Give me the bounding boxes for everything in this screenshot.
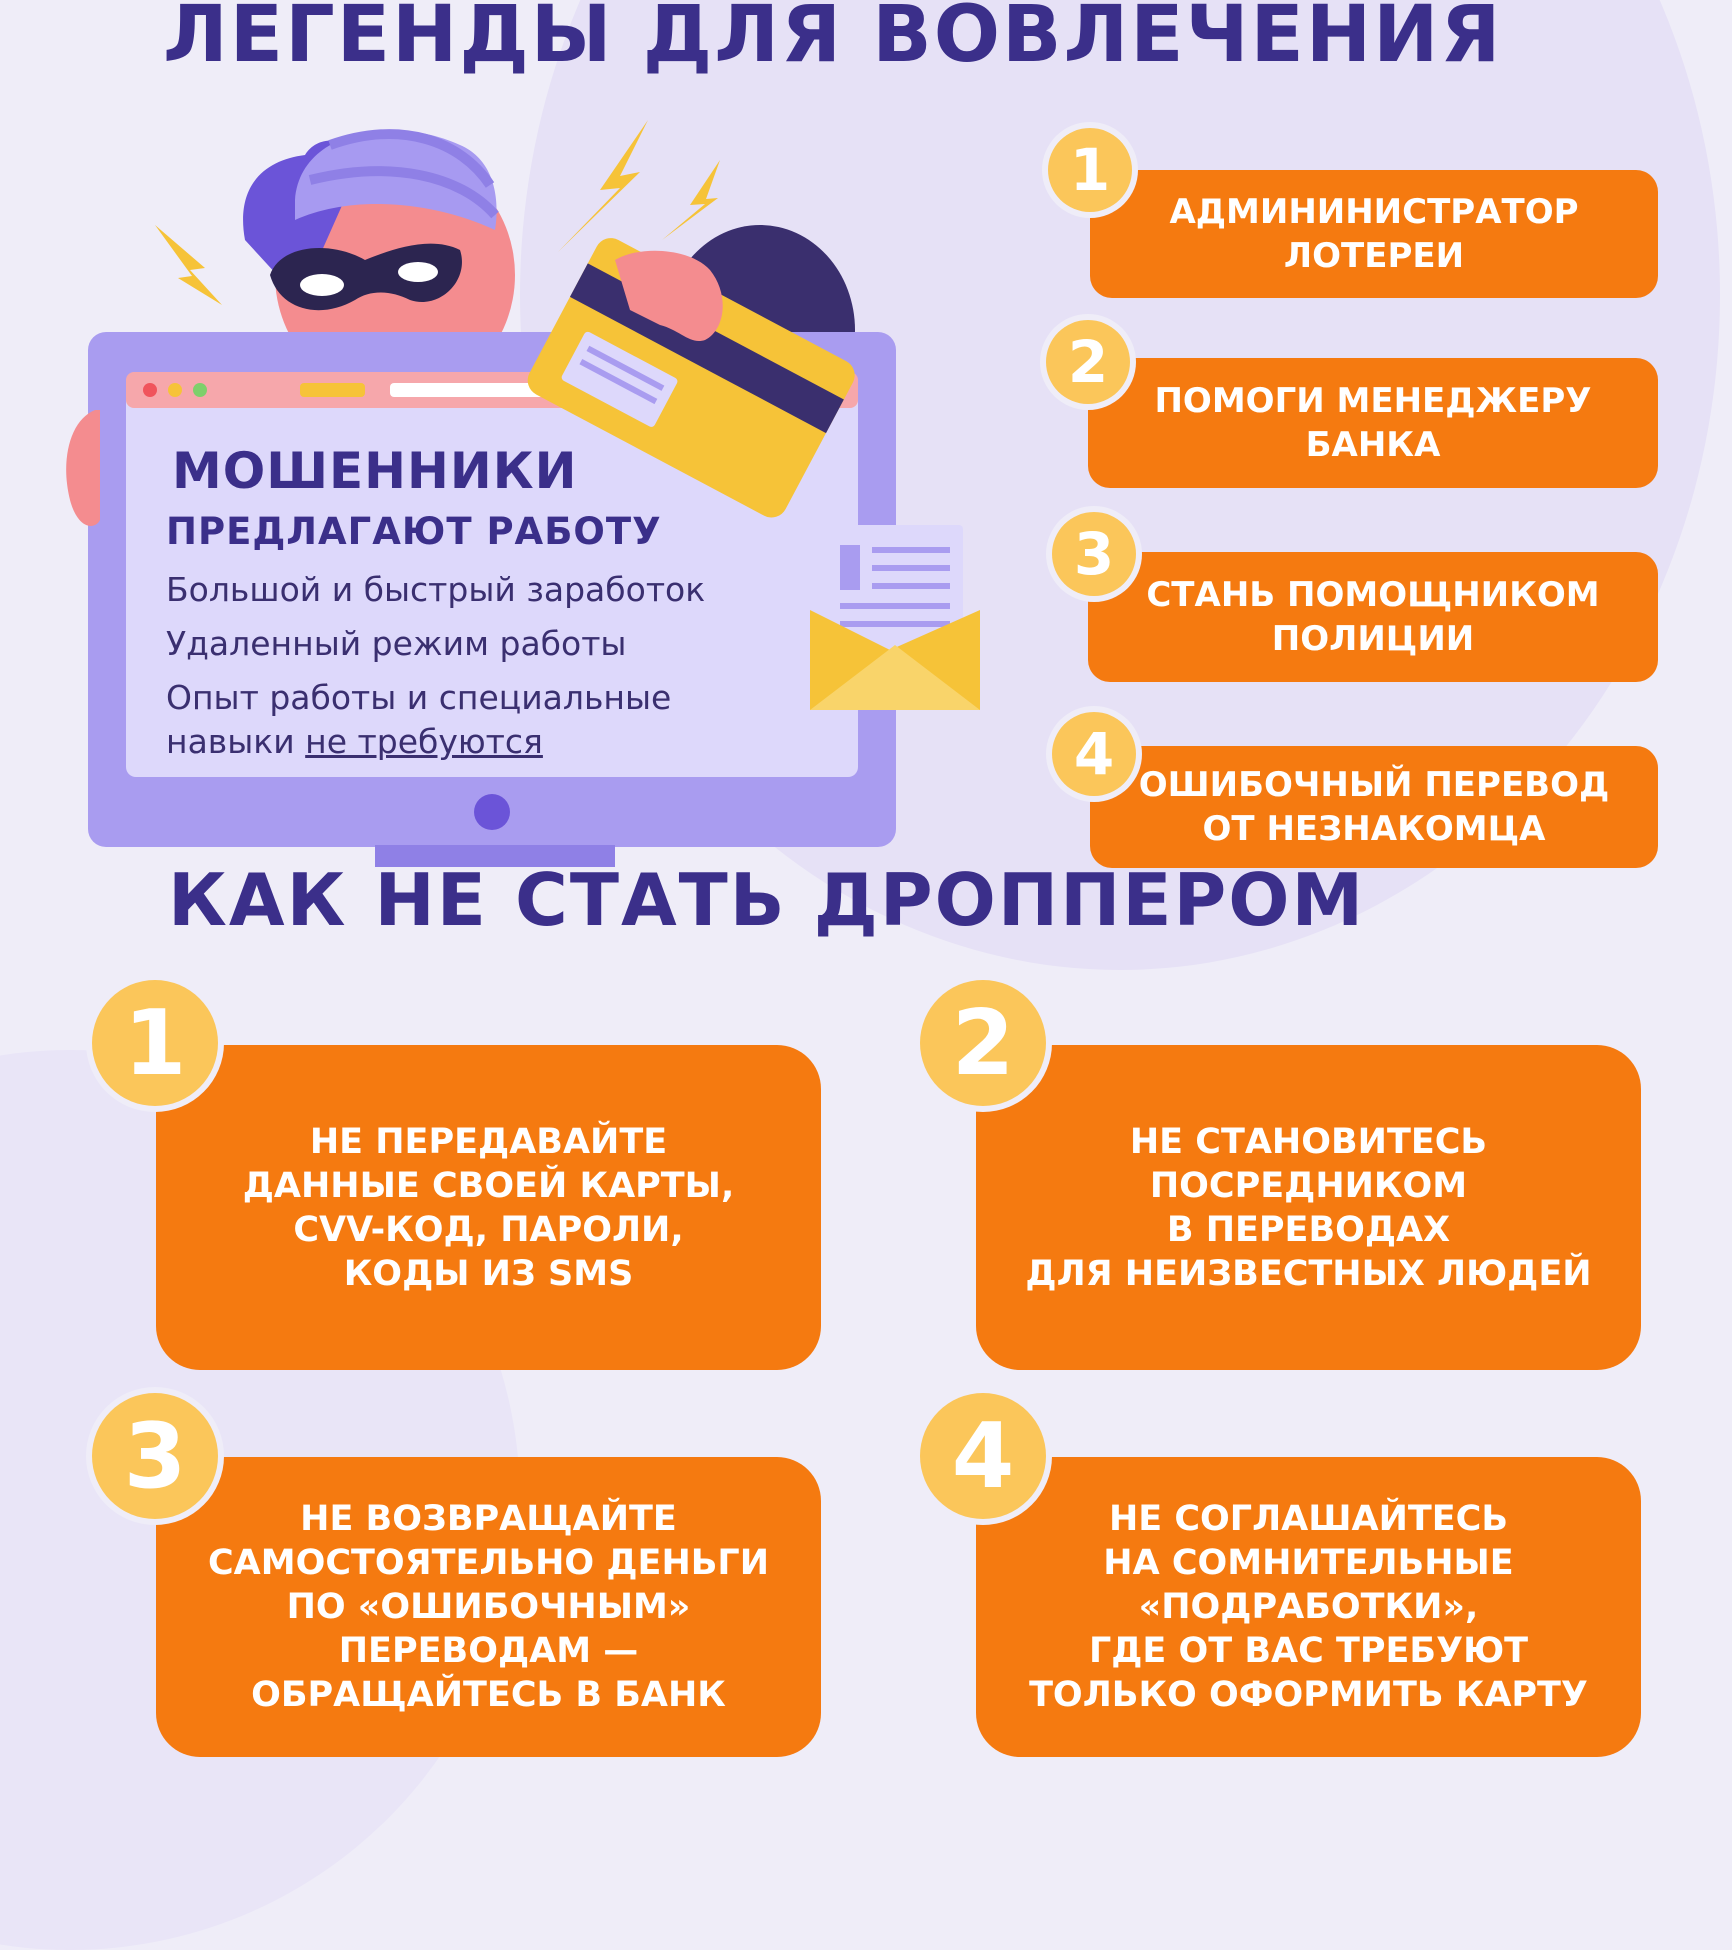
envelope-icon	[810, 525, 980, 710]
tip-line: ПЕРЕВОДАМ —	[338, 1631, 639, 1671]
tip-line: ТОЛЬКО ОФОРМИТЬ КАРТУ	[1029, 1675, 1588, 1715]
tip-number-badge: 2	[920, 980, 1046, 1106]
tip-line: САМОСТОЯТЕЛЬНО ДЕНЬГИ	[207, 1543, 770, 1583]
monitor-line: Удаленный режим работы	[166, 624, 627, 663]
legend-item-3	[1088, 552, 1658, 682]
legend-line: АДМИНИНИСТРАТОР	[1169, 192, 1579, 232]
tip-line: ДЛЯ НЕИЗВЕСТНЫХ ЛЮДЕЙ	[1025, 1253, 1592, 1294]
tip-line: ДАННЫЕ СВОЕЙ КАРТЫ,	[242, 1165, 735, 1206]
monitor-button	[474, 794, 510, 830]
monitor-line: Опыт работы и специальные	[166, 678, 672, 717]
legend-line: ПОЛИЦИИ	[1271, 619, 1475, 659]
legend-line: ОТ НЕЗНАКОМЦА	[1202, 809, 1546, 849]
tip-number-badge: 4	[920, 1393, 1046, 1519]
legend-number-badge: 4	[1052, 712, 1136, 796]
hand-shape	[66, 410, 100, 526]
tip-card-4	[976, 1457, 1641, 1757]
tip-line: «ПОДРАБОТКИ»,	[1138, 1587, 1479, 1627]
legend-item-1	[1090, 170, 1658, 298]
tip-line: КОДЫ ИЗ SMS	[343, 1253, 634, 1294]
monitor-line: Большой и быстрый заработок	[166, 570, 706, 609]
tip-line: НЕ ПЕРЕДАВАЙТЕ	[309, 1121, 668, 1162]
tip-line: ГДЕ ОТ ВАС ТРЕБУЮТ	[1088, 1631, 1529, 1671]
legend-line: БАНКА	[1305, 425, 1441, 465]
window-dot	[143, 383, 157, 397]
window-dot	[193, 383, 207, 397]
tip-line: ПОСРЕДНИКОМ	[1149, 1165, 1468, 1206]
tip-line: В ПЕРЕВОДАХ	[1166, 1209, 1451, 1250]
tip-card-2	[976, 1045, 1641, 1370]
monitor-title: МОШЕННИКИ	[172, 442, 578, 500]
tip-line: CVV-КОД, ПАРОЛИ,	[293, 1209, 684, 1250]
legend-item-2	[1088, 358, 1658, 488]
tip-line: НЕ СОГЛАШАЙТЕСЬ	[1108, 1499, 1509, 1539]
tip-line: НЕ СТАНОВИТЕСЬ	[1129, 1121, 1488, 1162]
tip-line: НЕ ВОЗВРАЩАЙТЕ	[300, 1499, 677, 1539]
tip-line: НА СОМНИТЕЛЬНЫЕ	[1103, 1543, 1514, 1583]
legend-number-badge: 1	[1048, 128, 1132, 212]
monitor-line-underlined: не требуются	[305, 722, 543, 761]
tip-card-3	[156, 1457, 821, 1757]
legend-item-4	[1090, 746, 1658, 868]
legend-number-badge: 3	[1052, 512, 1136, 596]
tip-line: ОБРАЩАЙТЕСЬ В БАНК	[251, 1675, 726, 1715]
how-not-heading: КАК НЕ СТАТЬ ДРОППЕРОМ	[168, 858, 1366, 942]
legend-line: ОШИБОЧНЫЙ ПЕРЕВОД	[1138, 765, 1610, 805]
monitor-line-prefix: навыки	[166, 722, 306, 761]
legend-number-badge: 2	[1046, 320, 1130, 404]
legends-heading: ЛЕГЕНДЫ ДЛЯ ВОВЛЕЧЕНИЯ	[163, 0, 1503, 80]
monitor-line	[166, 722, 543, 761]
tip-card-1	[156, 1045, 821, 1370]
tip-number-badge: 1	[92, 980, 218, 1106]
tip-line: ПО «ОШИБОЧНЫМ»	[286, 1587, 691, 1627]
legend-line: ПОМОГИ МЕНЕДЖЕРУ	[1154, 381, 1592, 421]
tip-number-badge: 3	[92, 1393, 218, 1519]
legend-line: ЛОТЕРЕИ	[1283, 236, 1465, 276]
monitor-subtitle: ПРЕДЛАГАЮТ РАБОТУ	[166, 510, 662, 553]
window-dot	[168, 383, 182, 397]
legend-line: СТАНЬ ПОМОЩНИКОМ	[1146, 575, 1600, 615]
